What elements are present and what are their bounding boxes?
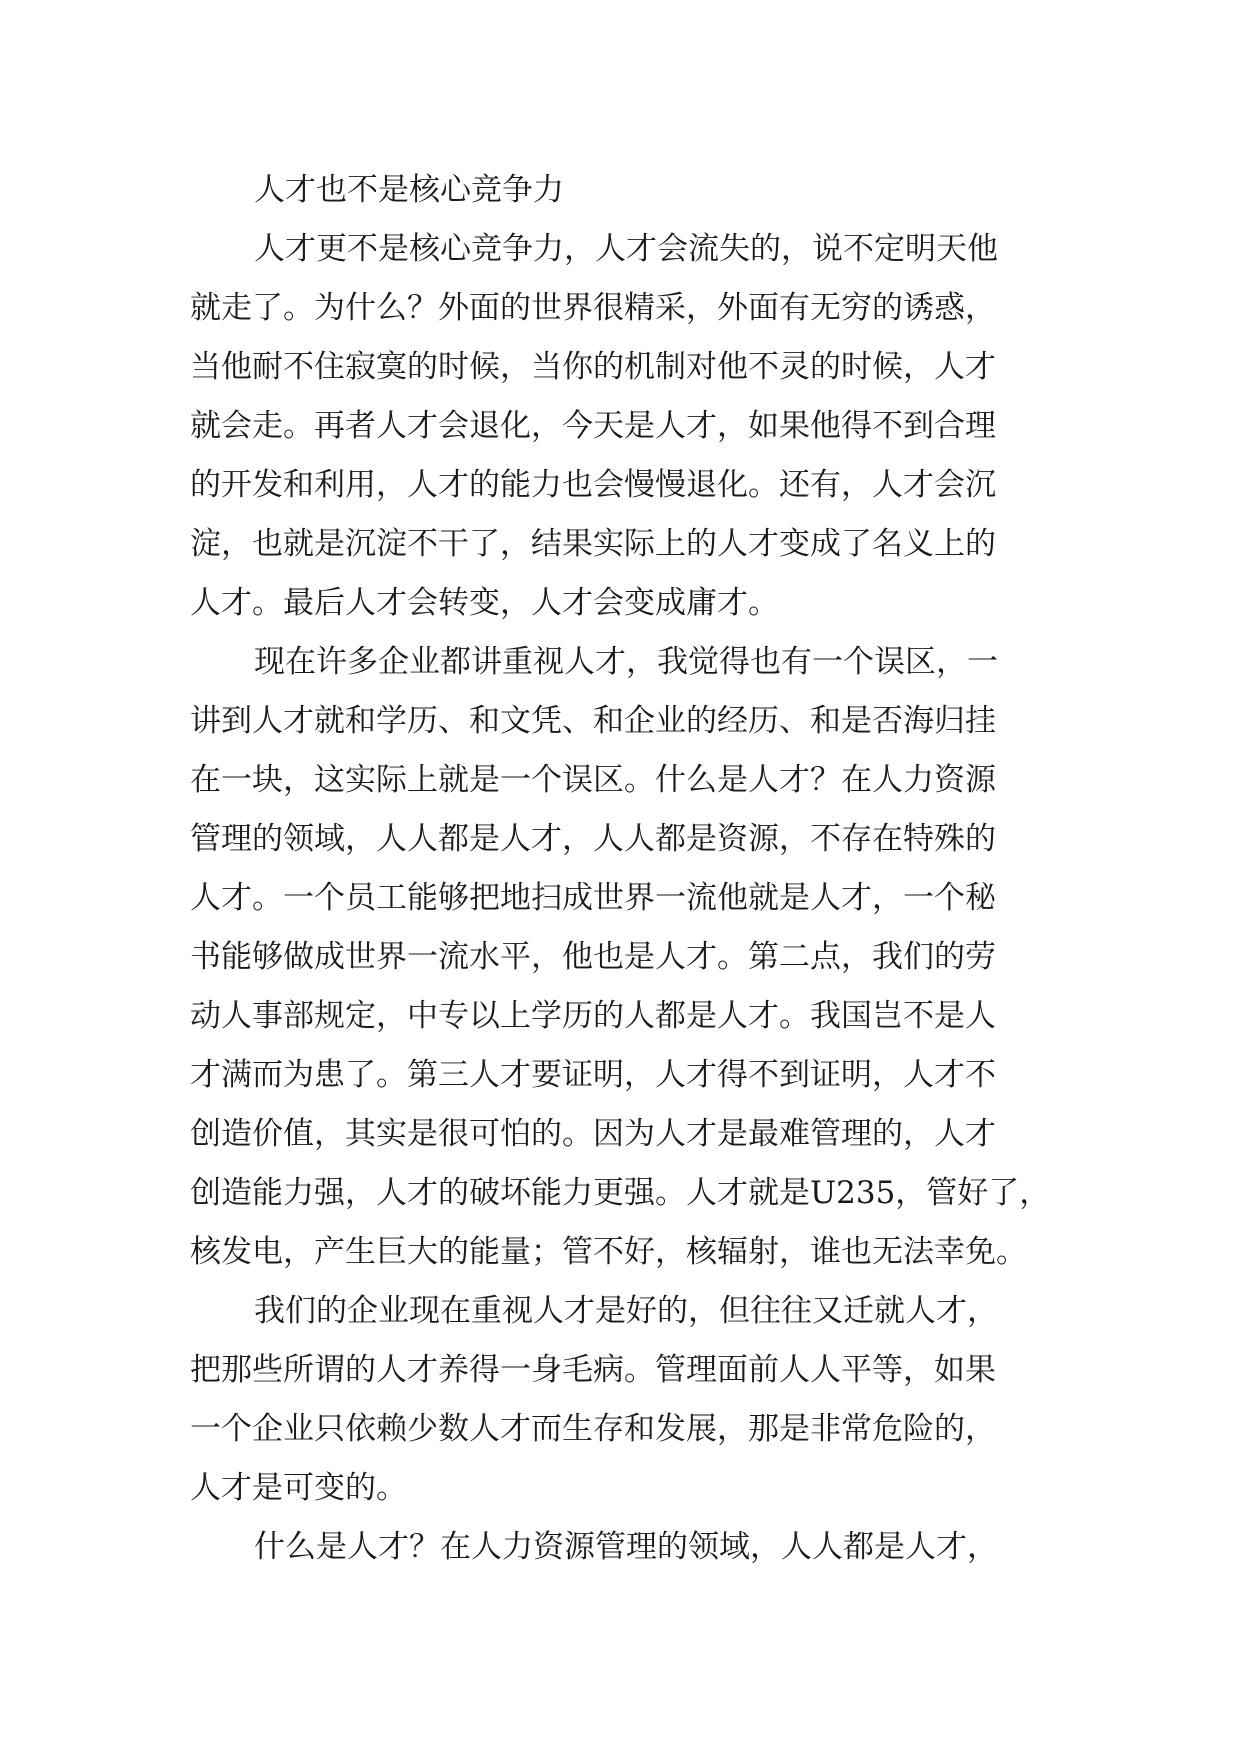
text-line: 人才是可变的。 bbox=[190, 1470, 407, 1506]
text-line: 我们的企业现在重视人才是好的，但往往又迁就人才， bbox=[254, 1293, 998, 1329]
text-line: 人才。一个员工能够把地扫成世界一流他就是人才，一个秘 bbox=[190, 880, 996, 916]
text-line: 核发电，产生巨大的能量；管不好，核辐射，谁也无法幸免。 bbox=[190, 1234, 1027, 1270]
text-line: 创造价值，其实是很可怕的。因为人才是最难管理的，人才 bbox=[190, 1116, 996, 1152]
text-line: 的开发和利用，人才的能力也会慢慢退化。还有，人才会沉 bbox=[190, 467, 996, 503]
text-line: 讲到人才就和学历、和文凭、和企业的经历、和是否海归挂 bbox=[190, 703, 996, 739]
document-body bbox=[190, 161, 1070, 1577]
text-line: 人才也不是核心竞争力 bbox=[254, 172, 564, 208]
text-line: 就会走。再者人才会退化，今天是人才，如果他得不到合理 bbox=[190, 408, 996, 444]
text-line: 把那些所谓的人才养得一身毛病。管理面前人人平等，如果 bbox=[190, 1352, 996, 1388]
text-line: 一个企业只依赖少数人才而生存和发展，那是非常危险的， bbox=[190, 1411, 996, 1447]
text-line: 动人事部规定，中专以上学历的人都是人才。我国岂不是人 bbox=[190, 998, 996, 1034]
text-line: 才满而为患了。第三人才要证明，人才得不到证明，人才不 bbox=[190, 1057, 996, 1093]
text-line: 现在许多企业都讲重视人才，我觉得也有一个误区，一 bbox=[254, 644, 998, 680]
text-line: 创造能力强，人才的破坏能力更强。人才就是U235，管好了， bbox=[190, 1175, 1051, 1211]
text-line: 就走了。为什么？外面的世界很精采，外面有无穷的诱惑， bbox=[190, 290, 996, 326]
text-line: 当他耐不住寂寞的时候，当你的机制对他不灵的时候，人才 bbox=[190, 349, 996, 385]
text-line: 在一块，这实际上就是一个误区。什么是人才？在人力资源 bbox=[190, 762, 996, 798]
text-line: 书能够做成世界一流水平，他也是人才。第二点，我们的劳 bbox=[190, 939, 996, 975]
text-line: 人才。最后人才会转变，人才会变成庸才。 bbox=[190, 585, 779, 621]
text-line: 淀，也就是沉淀不干了，结果实际上的人才变成了名义上的 bbox=[190, 526, 996, 562]
text-line: 什么是人才？在人力资源管理的领域，人人都是人才， bbox=[254, 1529, 998, 1565]
text-line: 人才更不是核心竞争力，人才会流失的，说不定明天他 bbox=[254, 231, 998, 267]
text-line: 管理的领域，人人都是人才，人人都是资源，不存在特殊的 bbox=[190, 821, 996, 857]
